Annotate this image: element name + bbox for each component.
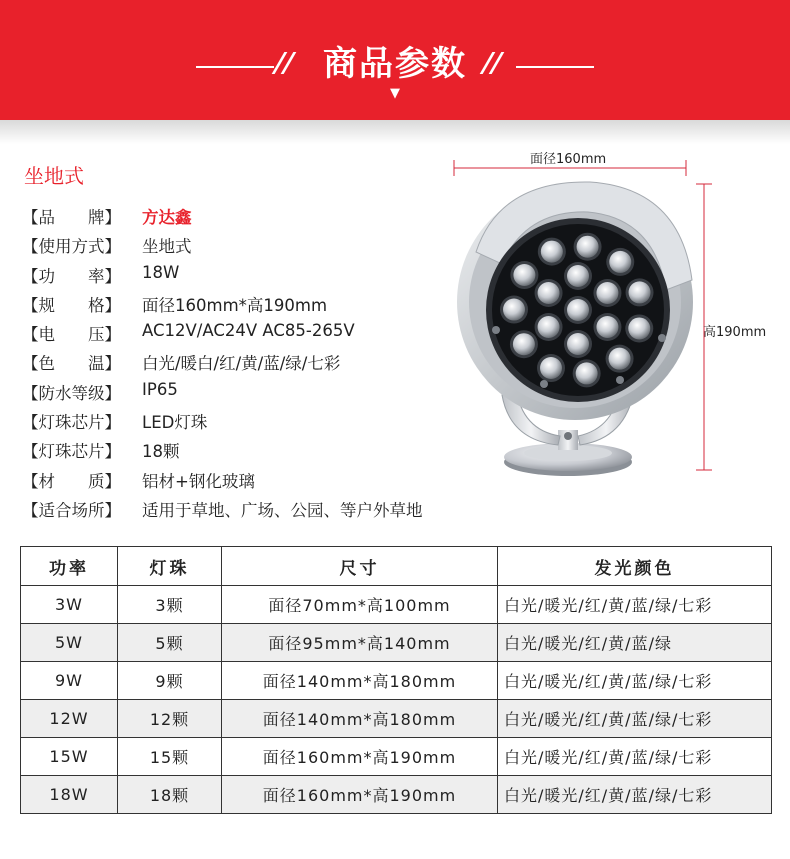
spec-key: 【规 格】: [22, 295, 121, 315]
spec-value: 面径160mm*高190mm: [142, 295, 328, 315]
spec-key: 【灯珠芯片】: [22, 442, 121, 462]
banner-slash-right: [486, 52, 504, 78]
spec-value: IP65: [142, 379, 178, 399]
power-cell: 18W: [21, 776, 118, 814]
led-bead: [596, 282, 618, 304]
banner-title: 商品参数: [323, 44, 467, 84]
size-cell: 面径140mm*高180mm: [222, 662, 498, 700]
led-bead: [541, 241, 563, 263]
led-bead: [576, 362, 598, 384]
banner-line-right: [516, 66, 594, 68]
spec-value: 坐地式: [142, 237, 192, 257]
spec-value: 适用于草地、广场、公园、等户外草地: [142, 500, 423, 520]
led-bead: [538, 282, 560, 304]
led-bead: [628, 317, 650, 339]
spec-key: 【品 牌】: [22, 208, 121, 227]
led-count-cell: 12颗: [118, 700, 222, 738]
spec-value: 18颗: [142, 442, 180, 462]
led-bead: [538, 316, 560, 338]
led-bead: [540, 357, 562, 379]
led-bead: [513, 264, 535, 286]
column-header-light-color: 发光颜色: [498, 547, 772, 586]
color-cell: 白光/暖光/红/黄/蓝/绿/七彩: [498, 738, 772, 776]
color-cell: 白光/暖光/红/黄/蓝/绿: [498, 624, 772, 662]
led-bead: [596, 316, 618, 338]
spec-key: 【使用方式】: [22, 237, 121, 257]
led-count-cell: 15颗: [118, 738, 222, 776]
led-bead: [609, 251, 631, 273]
spec-key: 【色 温】: [22, 354, 121, 374]
power-cell: 5W: [21, 624, 118, 662]
column-header-size: 尺寸: [222, 547, 498, 586]
spec-table: [20, 546, 772, 814]
led-count-cell: 5颗: [118, 624, 222, 662]
column-header-led-count: 灯珠: [118, 547, 222, 586]
size-cell: 面径70mm*高100mm: [222, 586, 498, 624]
table-row: [21, 586, 772, 624]
spec-value: 铝材+钢化玻璃: [142, 471, 255, 491]
led-bead: [567, 265, 589, 287]
chevron-down-icon: ▼: [390, 86, 400, 101]
table-row: [21, 662, 772, 700]
size-cell: 面径160mm*高190mm: [222, 738, 498, 776]
table-row: [21, 624, 772, 662]
table-row: [21, 700, 772, 738]
spec-value: AC12V/AC24V AC85-265V: [142, 321, 355, 341]
led-bead: [609, 348, 631, 370]
spec-value: LED灯珠: [142, 413, 208, 433]
spec-key: 【灯珠芯片】: [22, 413, 121, 433]
color-cell: 白光/暖光/红/黄/蓝/绿/七彩: [498, 662, 772, 700]
column-header-power: 功率: [21, 547, 118, 586]
spec-key: 【适合场所】: [22, 500, 121, 520]
brand-name: 方达鑫: [142, 208, 192, 227]
table-header-row: [21, 547, 772, 586]
spec-key: 【防水等级】: [22, 383, 121, 403]
header-banner: [0, 0, 790, 120]
color-cell: 白光/暖光/红/黄/蓝/绿/七彩: [498, 586, 772, 624]
led-bead: [629, 281, 651, 303]
size-cell: 面径160mm*高190mm: [222, 776, 498, 814]
color-cell: 白光/暖光/红/黄/蓝/绿/七彩: [498, 776, 772, 814]
size-cell: 面径95mm*高140mm: [222, 624, 498, 662]
size-cell: 面径140mm*高180mm: [222, 700, 498, 738]
led-count-cell: 3颗: [118, 586, 222, 624]
spec-value: 白光/暖白/红/黄/蓝/绿/七彩: [142, 354, 341, 374]
dimension-height-label: 高190mm: [703, 325, 767, 340]
table-body: [21, 586, 772, 814]
lamp-product-image: [440, 140, 790, 500]
dimension-width-label: 面径160mm: [530, 152, 607, 167]
power-cell: 3W: [21, 586, 118, 624]
color-cell: 白光/暖光/红/黄/蓝/绿/七彩: [498, 700, 772, 738]
spec-key: 【电 压】: [22, 325, 121, 345]
led-count-cell: 18颗: [118, 776, 222, 814]
led-bead: [513, 333, 535, 355]
led-bead: [577, 236, 599, 258]
power-cell: 15W: [21, 738, 118, 776]
led-bead: [503, 299, 525, 321]
spec-key: 【功 率】: [22, 266, 121, 286]
spec-value: 18W: [142, 262, 180, 282]
led-bead: [567, 333, 589, 355]
power-cell: 12W: [21, 700, 118, 738]
led-bead: [567, 299, 589, 321]
led-count-cell: 9颗: [118, 662, 222, 700]
table-row: [21, 738, 772, 776]
product-style-label: 坐地式: [24, 164, 84, 188]
table-row: [21, 776, 772, 814]
spec-key: 【材 质】: [22, 471, 121, 491]
power-cell: 9W: [21, 662, 118, 700]
